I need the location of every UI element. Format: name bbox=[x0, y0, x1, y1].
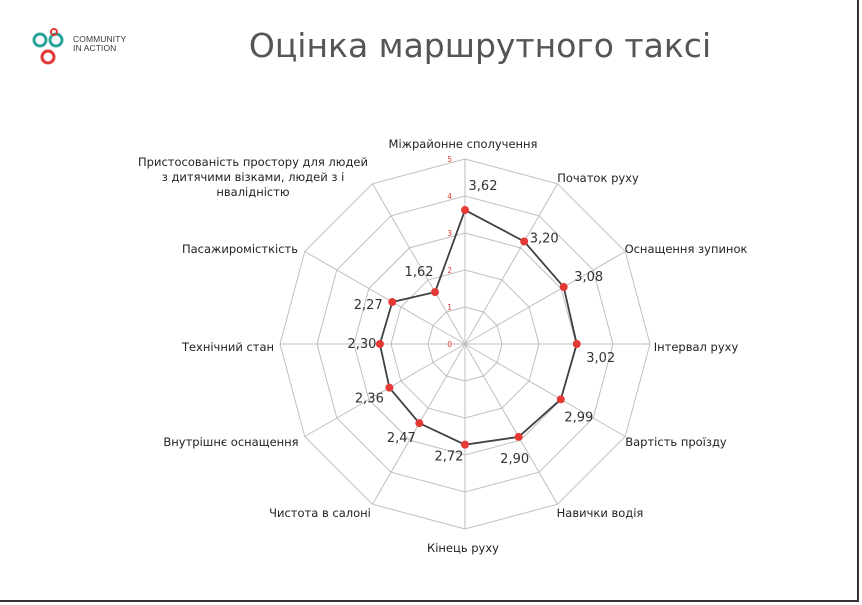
data-point-6 bbox=[515, 433, 523, 441]
category-label-5: Вартість проїзду bbox=[625, 435, 727, 449]
data-label-6: 2,90 bbox=[500, 451, 530, 467]
data-label-10: 2,30 bbox=[347, 337, 377, 352]
data-point-11 bbox=[388, 298, 396, 306]
data-label-8: 2,47 bbox=[386, 431, 416, 447]
data-label-3: 3,08 bbox=[574, 270, 604, 286]
category-label-12-line-3: нвалідністю bbox=[216, 185, 290, 199]
category-label-12-line-2: з дитячими візками, людей з і bbox=[161, 170, 345, 184]
category-label-12-line-1: Пристосованість простору для людей bbox=[138, 155, 368, 169]
data-label-1: 3,62 bbox=[468, 179, 498, 195]
axis-tick-label: 4 bbox=[447, 192, 452, 201]
axis-tick-label: 2 bbox=[447, 266, 452, 275]
data-label-12: 1,62 bbox=[404, 265, 434, 281]
grid-spoke-9 bbox=[305, 344, 465, 437]
data-point-12 bbox=[431, 288, 439, 296]
radar-grid bbox=[280, 159, 650, 529]
data-point-4 bbox=[573, 340, 581, 348]
axis-tick-label: 1 bbox=[447, 303, 452, 312]
slide-title: Оцінка маршрутного таксі bbox=[248, 26, 712, 65]
category-label-3: Оснащення зупинок bbox=[624, 242, 748, 256]
category-label-7: Кінець руху bbox=[427, 541, 499, 555]
data-point-1 bbox=[461, 206, 469, 214]
category-label-8: Чистота в салоні bbox=[269, 506, 371, 520]
data-point-2 bbox=[520, 237, 528, 245]
data-point-5 bbox=[557, 395, 565, 403]
category-label-2: Початок руху bbox=[557, 171, 639, 185]
logo-line-2: IN ACTION bbox=[73, 43, 117, 53]
data-label-4: 3,02 bbox=[586, 351, 616, 366]
radar-category-labels bbox=[138, 137, 747, 555]
data-label-11: 2,27 bbox=[353, 298, 383, 314]
radar-series bbox=[347, 179, 615, 467]
data-label-7: 2,72 bbox=[434, 449, 464, 465]
category-label-9: Внутрішнє оснащення bbox=[163, 435, 299, 449]
data-label-5: 2,99 bbox=[564, 410, 594, 426]
data-label-2: 3,20 bbox=[529, 231, 559, 247]
axis-tick-label: 3 bbox=[447, 229, 452, 238]
category-label-11: Пасажиромісткість bbox=[181, 242, 299, 256]
grid-spoke-6 bbox=[465, 344, 558, 504]
data-point-7 bbox=[461, 441, 469, 449]
category-label-1: Міжрайонне сполучення bbox=[388, 137, 538, 151]
data-label-9: 2,36 bbox=[354, 391, 384, 407]
data-point-9 bbox=[385, 384, 393, 392]
data-point-10 bbox=[376, 340, 384, 348]
logo-line-1: COMMUNITY bbox=[73, 34, 127, 44]
category-label-10: Технічний стан bbox=[181, 340, 275, 354]
category-label-4: Інтервал руху bbox=[653, 340, 739, 354]
category-label-12 bbox=[138, 155, 368, 199]
data-point-3 bbox=[560, 283, 568, 291]
axis-tick-label: 5 bbox=[447, 155, 452, 164]
axis-tick-label: 0 bbox=[447, 340, 452, 349]
category-label-6: Навички водія bbox=[556, 506, 644, 520]
data-point-8 bbox=[415, 419, 423, 427]
